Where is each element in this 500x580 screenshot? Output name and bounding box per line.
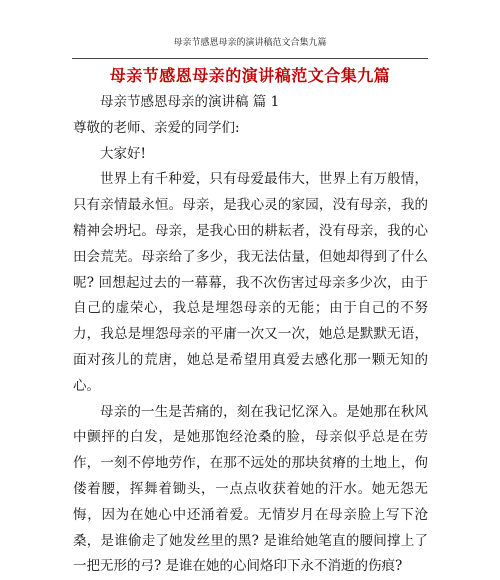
header-divider	[72, 58, 428, 59]
greeting: 大家好!	[100, 145, 146, 162]
document-title: 母亲节感恩母亲的演讲稿范文合集九篇	[109, 66, 391, 85]
running-header: 母亲节感恩母亲的演讲稿范文合集九篇	[173, 38, 327, 48]
speech-subtitle: 母亲节感恩母亲的演讲稿 篇 1	[100, 94, 280, 110]
body-paragraph: 世界上有千种爱，只有母爱最伟大，世界上有万般情，只有亲情最永恒。母亲，是我心灵的家园，没有母亲，我的精神会坍圮。母亲，是我心田的耕耘者，没有母亲，我的心田会荒芜。母亲给了多少，我无法估量，但她却得到了什么呢? 回想起过去的一幕幕，我不次伤害过母亲多少次，由于自己的虚荣心，我总是埋怨母亲的无能；由于自己的不努力，我总是埋怨母亲的平庸一次又一次，她总是默默无语，面对孩儿的荒唐，她总是希望用真爱去感化那一颗无知的心。	[73, 171, 428, 394]
body-paragraph: 母亲的一生是苦痛的，刻在我记忆深入。是她那在秋风中颤抨的白发，是她那饱经沧桑的脸，母亲似乎总是在劳作，一刻不停地劳作，在那不远处的那块贫瘠的土地上，佝偻着腰，挥舞着锄头，一点点收获着她的汗水。她无怨无悔，因为在她心中还涌着爱。无情岁月在母亲脸上写下沧桑，是谁偷走了她发丝里的黑? 是谁给她笔直的腰间撑上了一把无形的弓? 是谁在她的心间烙印下永不消逝的伤痕?	[73, 403, 428, 575]
document-body	[73, 90, 428, 580]
salutation: 尊敬的老师、亲爱的同学们:	[73, 119, 240, 136]
